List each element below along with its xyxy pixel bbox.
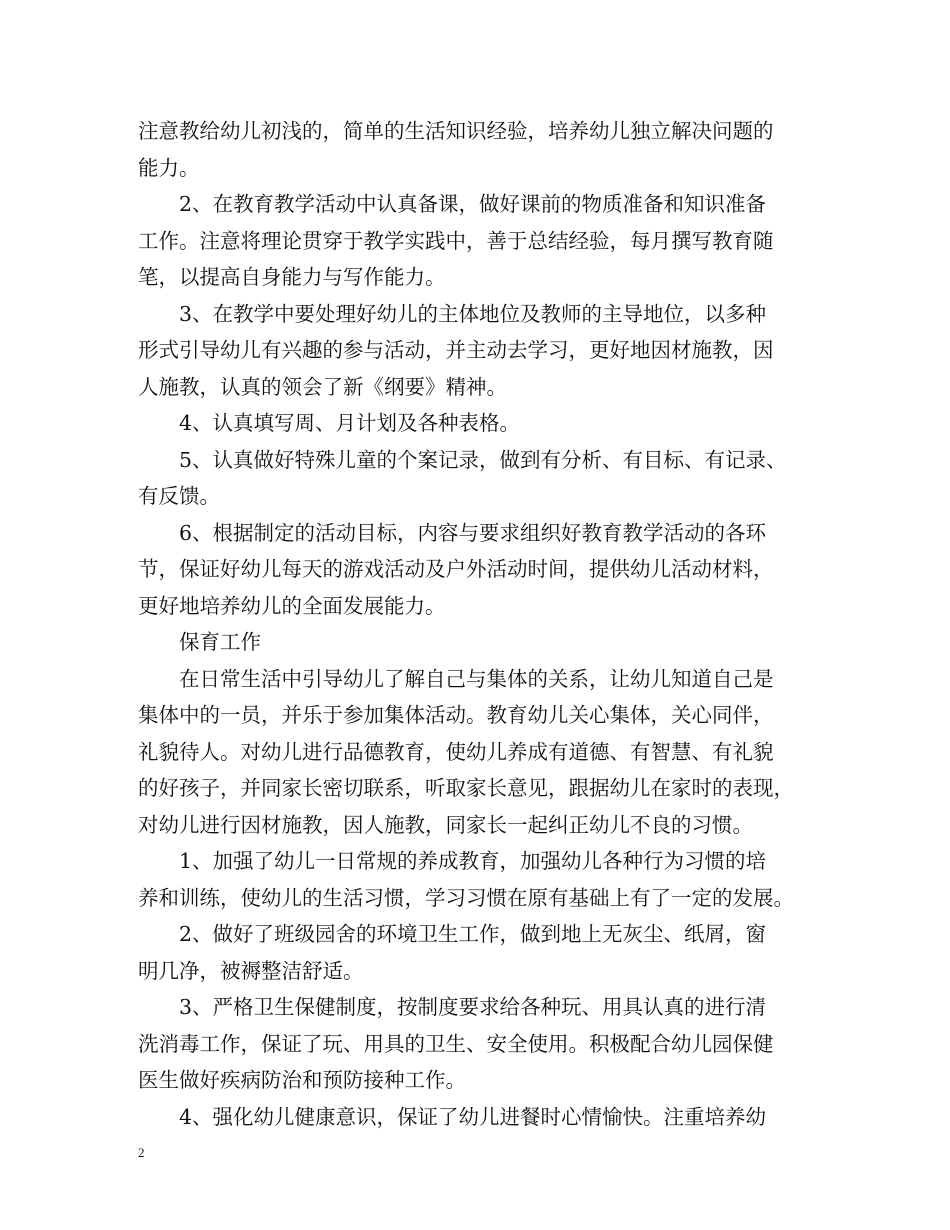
text-line: 注意教给幼儿初浅的，简单的生活知识经验，培养幼儿独立解决问题的 [138, 119, 774, 143]
text-line: 有反馈。 [138, 484, 220, 508]
text-line: 工作。注意将理论贯穿于教学实践中，善于总结经验，每月撰写教育随 [138, 228, 774, 253]
text-line: 能力。 [138, 155, 200, 180]
text-line: 对幼儿进行因材施教，因人施教，同家长一起纠正幼儿不良的习惯。 [138, 812, 753, 837]
text-line: 4、强化幼儿健康意识，保证了幼儿进餐时心情愉快。注重培养幼 [179, 1104, 767, 1129]
page-number: 2 [138, 1145, 145, 1160]
text-line: 4、认真填写周、月计划及各种表格。 [179, 411, 521, 435]
text-line: 5、认真做好特殊儿童的个案记录，做到有分析、有目标、有记录、 [179, 447, 787, 472]
text-line: 人施教，认真的领会了新《纲要》精神。 [138, 374, 507, 399]
text-line: 的好孩子，并同家长密切联系，听取家长意见，跟据幼儿在家时的表现， [138, 776, 794, 800]
text-line: 2、在教育教学活动中认真备课，做好课前的物质准备和知识准备 [179, 192, 767, 216]
text-line: 更好地培养幼儿的全面发展能力。 [138, 593, 446, 618]
text-line: 6、根据制定的活动目标，内容与要求组织好教育教学活动的各环 [179, 520, 767, 545]
text-line: 明几净，被褥整洁舒适。 [138, 958, 364, 983]
text-line: 3、严格卫生保健制度，按制度要求给各种玩、用具认真的进行清 [179, 995, 767, 1019]
text-line: 养和训练，使幼儿的生活习惯，学习习惯在原有基础上有了一定的发展。 [138, 885, 794, 910]
text-line: 礼貌待人。对幼儿进行品德教育，使幼儿养成有道德、有智慧、有礼貌 [138, 739, 774, 764]
text-line: 1、加强了幼儿一日常规的养成教育，加强幼儿各种行为习惯的培 [179, 849, 767, 873]
text-line: 节，保证好幼儿每天的游戏活动及户外活动时间，提供幼儿活动材料， [138, 557, 774, 581]
text-line: 在日常生活中引导幼儿了解自己与集体的关系，让幼儿知道自己是 [179, 666, 774, 691]
body-text [138, 113, 818, 1135]
text-line: 3、在教学中要处理好幼儿的主体地位及教师的主导地位，以多种 [179, 301, 767, 326]
text-line: 集体中的一员，并乐于参加集体活动。教育幼儿关心集体，关心同伴， [138, 703, 774, 727]
text-line: 2、做好了班级园舍的环境卫生工作，做到地上无灰尘、纸屑，窗 [179, 922, 767, 946]
text-line: 医生做好疾病防治和预防接种工作。 [138, 1068, 466, 1092]
text-line: 形式引导幼儿有兴趣的参与活动，并主动去学习，更好地因材施教，因 [138, 338, 774, 362]
text-line: 笔，以提高自身能力与写作能力。 [138, 265, 446, 289]
text-line: 洗消毒工作，保证了玩、用具的卫生、安全使用。积极配合幼儿园保健 [138, 1031, 774, 1056]
text-line: 保育工作 [179, 630, 261, 654]
